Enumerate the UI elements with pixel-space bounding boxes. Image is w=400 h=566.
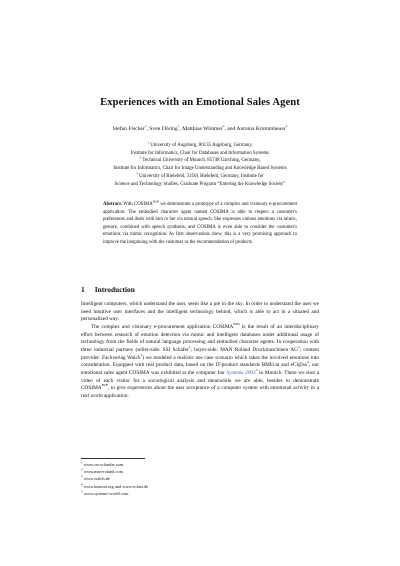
author-affil-mark: 2 — [222, 124, 225, 129]
abstract-superscript: B2B — [152, 199, 159, 204]
footnote — [81, 475, 321, 482]
section-number: 1 — [81, 285, 85, 294]
footnote — [81, 483, 321, 490]
author-separator: , — [146, 126, 150, 132]
footnote-ref: 4 — [307, 360, 309, 365]
footnote-ref: 5 — [255, 368, 258, 373]
affiliation-text: Technical University of Munich, 85748 Garching, Germany, — [142, 158, 261, 164]
footnote — [81, 468, 321, 475]
author-name: Stefan Fischer — [112, 126, 145, 132]
text-run: is the result of an interdisciplinary effort between research of emotion detection via mimic and intelligent databases under additional usage of technology from the fields of natural language processing and embodied character agents. In cooperation with three industrial partners (seller-side: SSI Schäfer — [81, 323, 319, 353]
affiliation-mark: 1 — [147, 140, 149, 145]
fair-link[interactable]: Systems 2003 — [226, 369, 256, 376]
footnote-mark: 5 — [81, 489, 83, 494]
footnote-mark: 4 — [81, 482, 83, 487]
affiliation-line: Institute for Informatics, Chair for Image Understanding and Knowledge Based Systems — [113, 166, 287, 172]
superscript: B2B — [233, 322, 240, 327]
author-list — [0, 126, 400, 132]
text-run: ; buyer-side: MAN Roland Druckmaschinen AG — [190, 346, 298, 353]
affiliation-line: Institute for Informatics, Chair for Databases and Information Systems — [130, 150, 270, 156]
footnote-mark: 2 — [81, 467, 83, 472]
section-title: Introduction — [94, 285, 135, 294]
footnote — [81, 490, 321, 497]
abstract-text: we demonstrate a prototype of a complex and visionary e-procurement application. The embodied character agent named COSIMA is able to respect a customer's preferences and deals with him or her via natural speech. She expresses various emotions via mimic, gesture, combined with speech synthesis, and COSIMA is even able to consider the customer's emotions via mimic recognition. As first observations show, this is a very promising approach to improve the bargaining with the customer or the recommendation of products. — [103, 202, 297, 245]
author-separator: , and — [224, 126, 237, 132]
paragraph: Intelligent computers, which understand the user, seem like a pie in the sky. In order to understand the user we need intuitive user interfaces and the intelligent technology behind, which is able to act in a situated and personalized way. — [81, 301, 319, 323]
author-separator: , — [179, 126, 183, 132]
footnote-text: www.ssi-schaefer.com — [83, 462, 124, 467]
footnote-mark: 3 — [81, 474, 83, 479]
affiliation-mark: 3 — [136, 171, 138, 176]
text-run: , to give experiences about the user acceptance of a computer system with emotional activity in a real world application. — [81, 385, 319, 399]
footnote-list — [81, 461, 321, 497]
text-run: ; content provider: Fachverlag Walch — [81, 346, 319, 361]
footnote-divider — [81, 458, 145, 459]
section-heading — [81, 285, 135, 294]
author-name: Sven Döring — [149, 126, 178, 132]
affiliation-line — [0, 142, 400, 150]
affiliation-text: University of Bielefeld, 33501 Bielefeld, Germany, Institute for — [139, 173, 264, 179]
footnote — [81, 461, 321, 468]
abstract-label: Abstract. — [103, 202, 123, 207]
author-name: Antonia Krummheuer — [236, 126, 286, 132]
abstract — [103, 201, 297, 246]
affiliation-list — [0, 142, 400, 188]
paragraph — [81, 324, 319, 401]
superscript: B2B — [101, 383, 108, 388]
text-run: , our emotional sales agent COSIMA was exhibited at the computer fair — [81, 362, 319, 376]
footnote-ref: 1 — [188, 345, 191, 350]
paper-title: Experiences with an Emotional Sales Agent — [100, 97, 300, 108]
affiliation-mark: 2 — [139, 155, 142, 160]
footnote-text: www.man-roland.com — [83, 469, 124, 475]
text-run: The complex and visionary e-procurement application COSIMA — [91, 323, 234, 330]
author-affil-mark: 3 — [285, 124, 288, 129]
footnote-text: www.systems-world.com — [83, 490, 129, 496]
author-affil-mark: 1 — [144, 124, 147, 129]
footnote-mark: 1 — [81, 460, 83, 465]
author-name: Matthias Wimmer — [182, 126, 223, 132]
affiliation-line — [0, 173, 400, 181]
author-affil-mark: 1 — [177, 124, 180, 129]
body-text — [81, 301, 319, 401]
affiliation-line: Science and Technology Studies, Graduate Program “Entering the Knowledge Society” — [114, 181, 286, 187]
footnote-ref: 2 — [297, 345, 300, 350]
text-run: ) we modeled a realistic use case scenario which takes the involved emotions into consideration. Equipped with real product data, based on the IT-product standards BMEcat and eCl@ss — [81, 354, 319, 369]
footnote-text: www.bmecat.org and www.eclass.de — [83, 483, 149, 489]
abstract-text-start: With COSIMA — [123, 202, 153, 207]
footnote-ref: 3 — [140, 352, 143, 357]
footnote-text: www.walch.de — [83, 476, 110, 482]
text-run: in Munich. There we shot a video of each visitor for a sociological analysis and meanwhile we are able, besides to demonstrate COSIMA — [81, 369, 319, 392]
affiliation-text: University of Augsburg, 86135 Augsburg, Germany, — [150, 143, 253, 148]
affiliation-line — [0, 157, 400, 165]
